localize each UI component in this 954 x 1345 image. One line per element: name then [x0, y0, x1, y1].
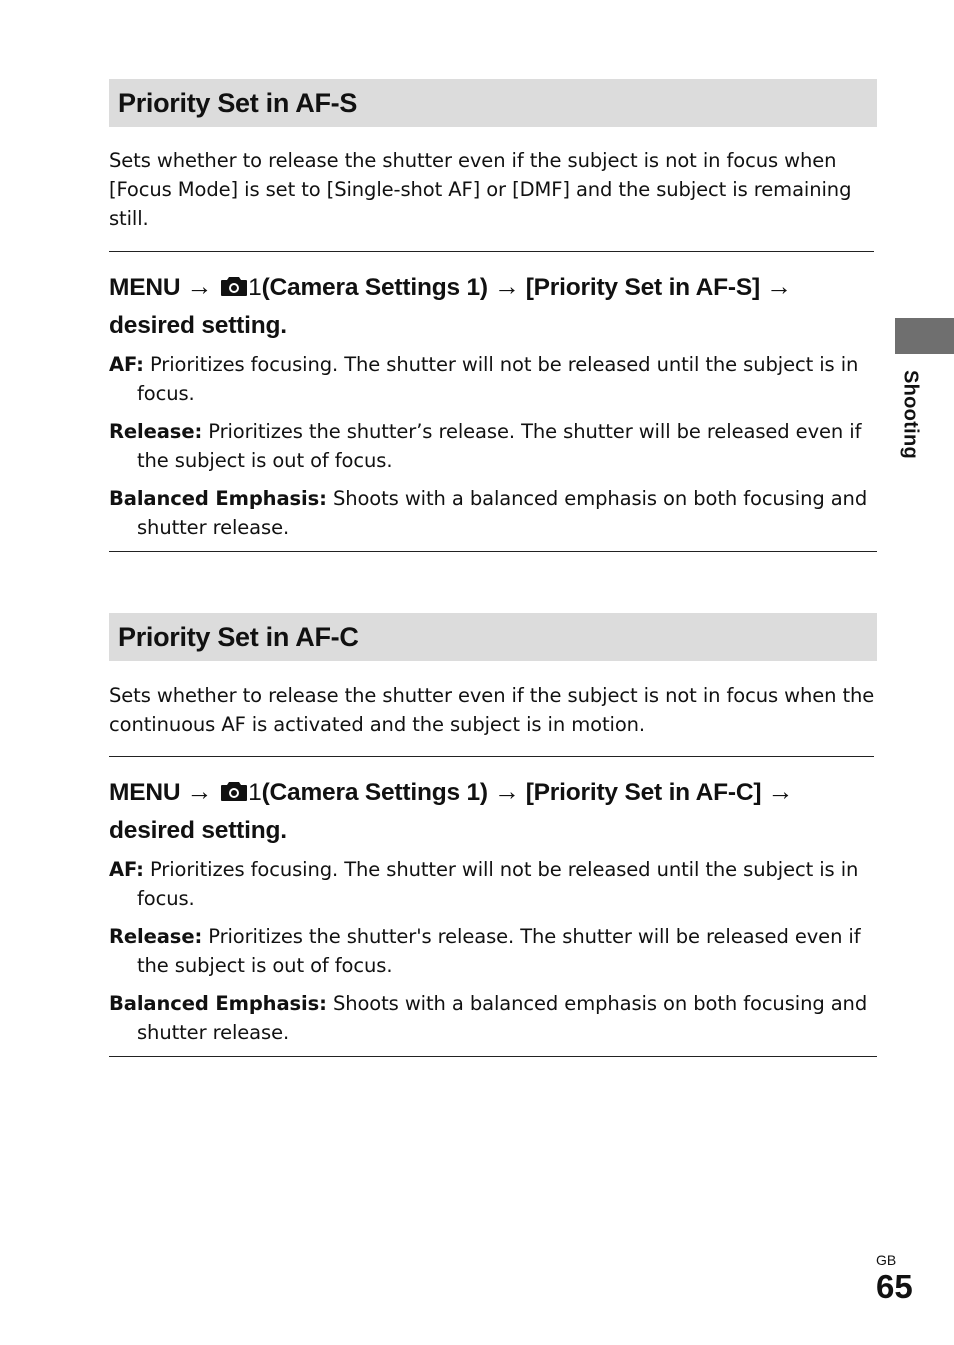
- chapter-tab-marker: [895, 318, 954, 354]
- option-term: AF:: [109, 858, 144, 881]
- camera-settings-number: 1: [248, 779, 262, 806]
- camera-settings-label: (Camera Settings 1): [261, 779, 488, 806]
- menu-item-label: [Priority Set in AF-S]: [525, 274, 760, 301]
- option-desc: Prioritizes the shutter’s release. The shutter will be released even if the subject is out of focus.: [137, 420, 862, 472]
- option-release: [109, 922, 877, 980]
- menu-path: [109, 775, 877, 849]
- arrow-icon: →: [493, 271, 520, 301]
- camera-settings-label: (Camera Settings 1): [261, 274, 488, 301]
- page-number: 65: [876, 1268, 913, 1305]
- option-desc: Prioritizes focusing. The shutter will not be released until the subject is in focus.: [137, 858, 859, 910]
- camera-icon: [220, 777, 248, 813]
- option-release: [109, 417, 877, 475]
- options-list: [109, 350, 877, 542]
- arrow-icon: →: [493, 776, 520, 806]
- menu-path: [109, 270, 877, 344]
- arrow-icon: →: [767, 776, 794, 806]
- camera-icon: [220, 272, 248, 308]
- divider: [109, 756, 874, 757]
- options-list: [109, 855, 877, 1047]
- option-af: [109, 855, 877, 913]
- chapter-label-text: Shooting: [899, 370, 922, 460]
- divider: [109, 551, 877, 552]
- option-af: [109, 350, 877, 408]
- menu-label: MENU: [109, 779, 181, 806]
- chapter-label: [895, 370, 925, 470]
- divider: [109, 251, 874, 252]
- option-desc: Shoots with a balanced emphasis on both focusing and shutter release.: [137, 487, 868, 539]
- arrow-icon: →: [186, 776, 213, 806]
- section-title-bar: [109, 613, 877, 661]
- menu-tail: desired setting.: [109, 817, 287, 844]
- section-title-bar: [109, 79, 877, 127]
- menu-tail: desired setting.: [109, 312, 287, 339]
- option-desc: Shoots with a balanced emphasis on both focusing and shutter release.: [137, 992, 868, 1044]
- section-title: Priority Set in AF-C: [118, 621, 359, 652]
- option-balanced-emphasis: [109, 484, 877, 542]
- section-intro: Sets whether to release the shutter even if the subject is not in focus when the continuous AF is activated and the subject is in motion.: [109, 684, 875, 736]
- section-priority-af-s: [109, 79, 877, 552]
- option-term: Balanced Emphasis:: [109, 487, 327, 510]
- option-term: Balanced Emphasis:: [109, 992, 327, 1015]
- section-priority-af-c: [109, 613, 877, 1057]
- divider: [109, 1056, 877, 1057]
- option-balanced-emphasis: [109, 989, 877, 1047]
- option-desc: Prioritizes focusing. The shutter will not be released until the subject is in focus.: [137, 353, 859, 405]
- option-term: AF:: [109, 353, 144, 376]
- section-intro: Sets whether to release the shutter even if the subject is not in focus when [Focus Mode] is set to [Single-shot AF] or [DMF] and the subject is remaining still.: [109, 149, 852, 230]
- arrow-icon: →: [186, 271, 213, 301]
- option-desc: Prioritizes the shutter's release. The shutter will be released even if the subject is out of focus.: [137, 925, 861, 977]
- camera-settings-number: 1: [248, 274, 262, 301]
- section-title: Priority Set in AF-S: [118, 87, 358, 118]
- menu-item-label: [Priority Set in AF-C]: [525, 779, 762, 806]
- region-code: GB: [876, 1252, 897, 1268]
- menu-label: MENU: [109, 274, 181, 301]
- arrow-icon: →: [765, 271, 792, 301]
- option-term: Release:: [109, 420, 203, 443]
- option-term: Release:: [109, 925, 203, 948]
